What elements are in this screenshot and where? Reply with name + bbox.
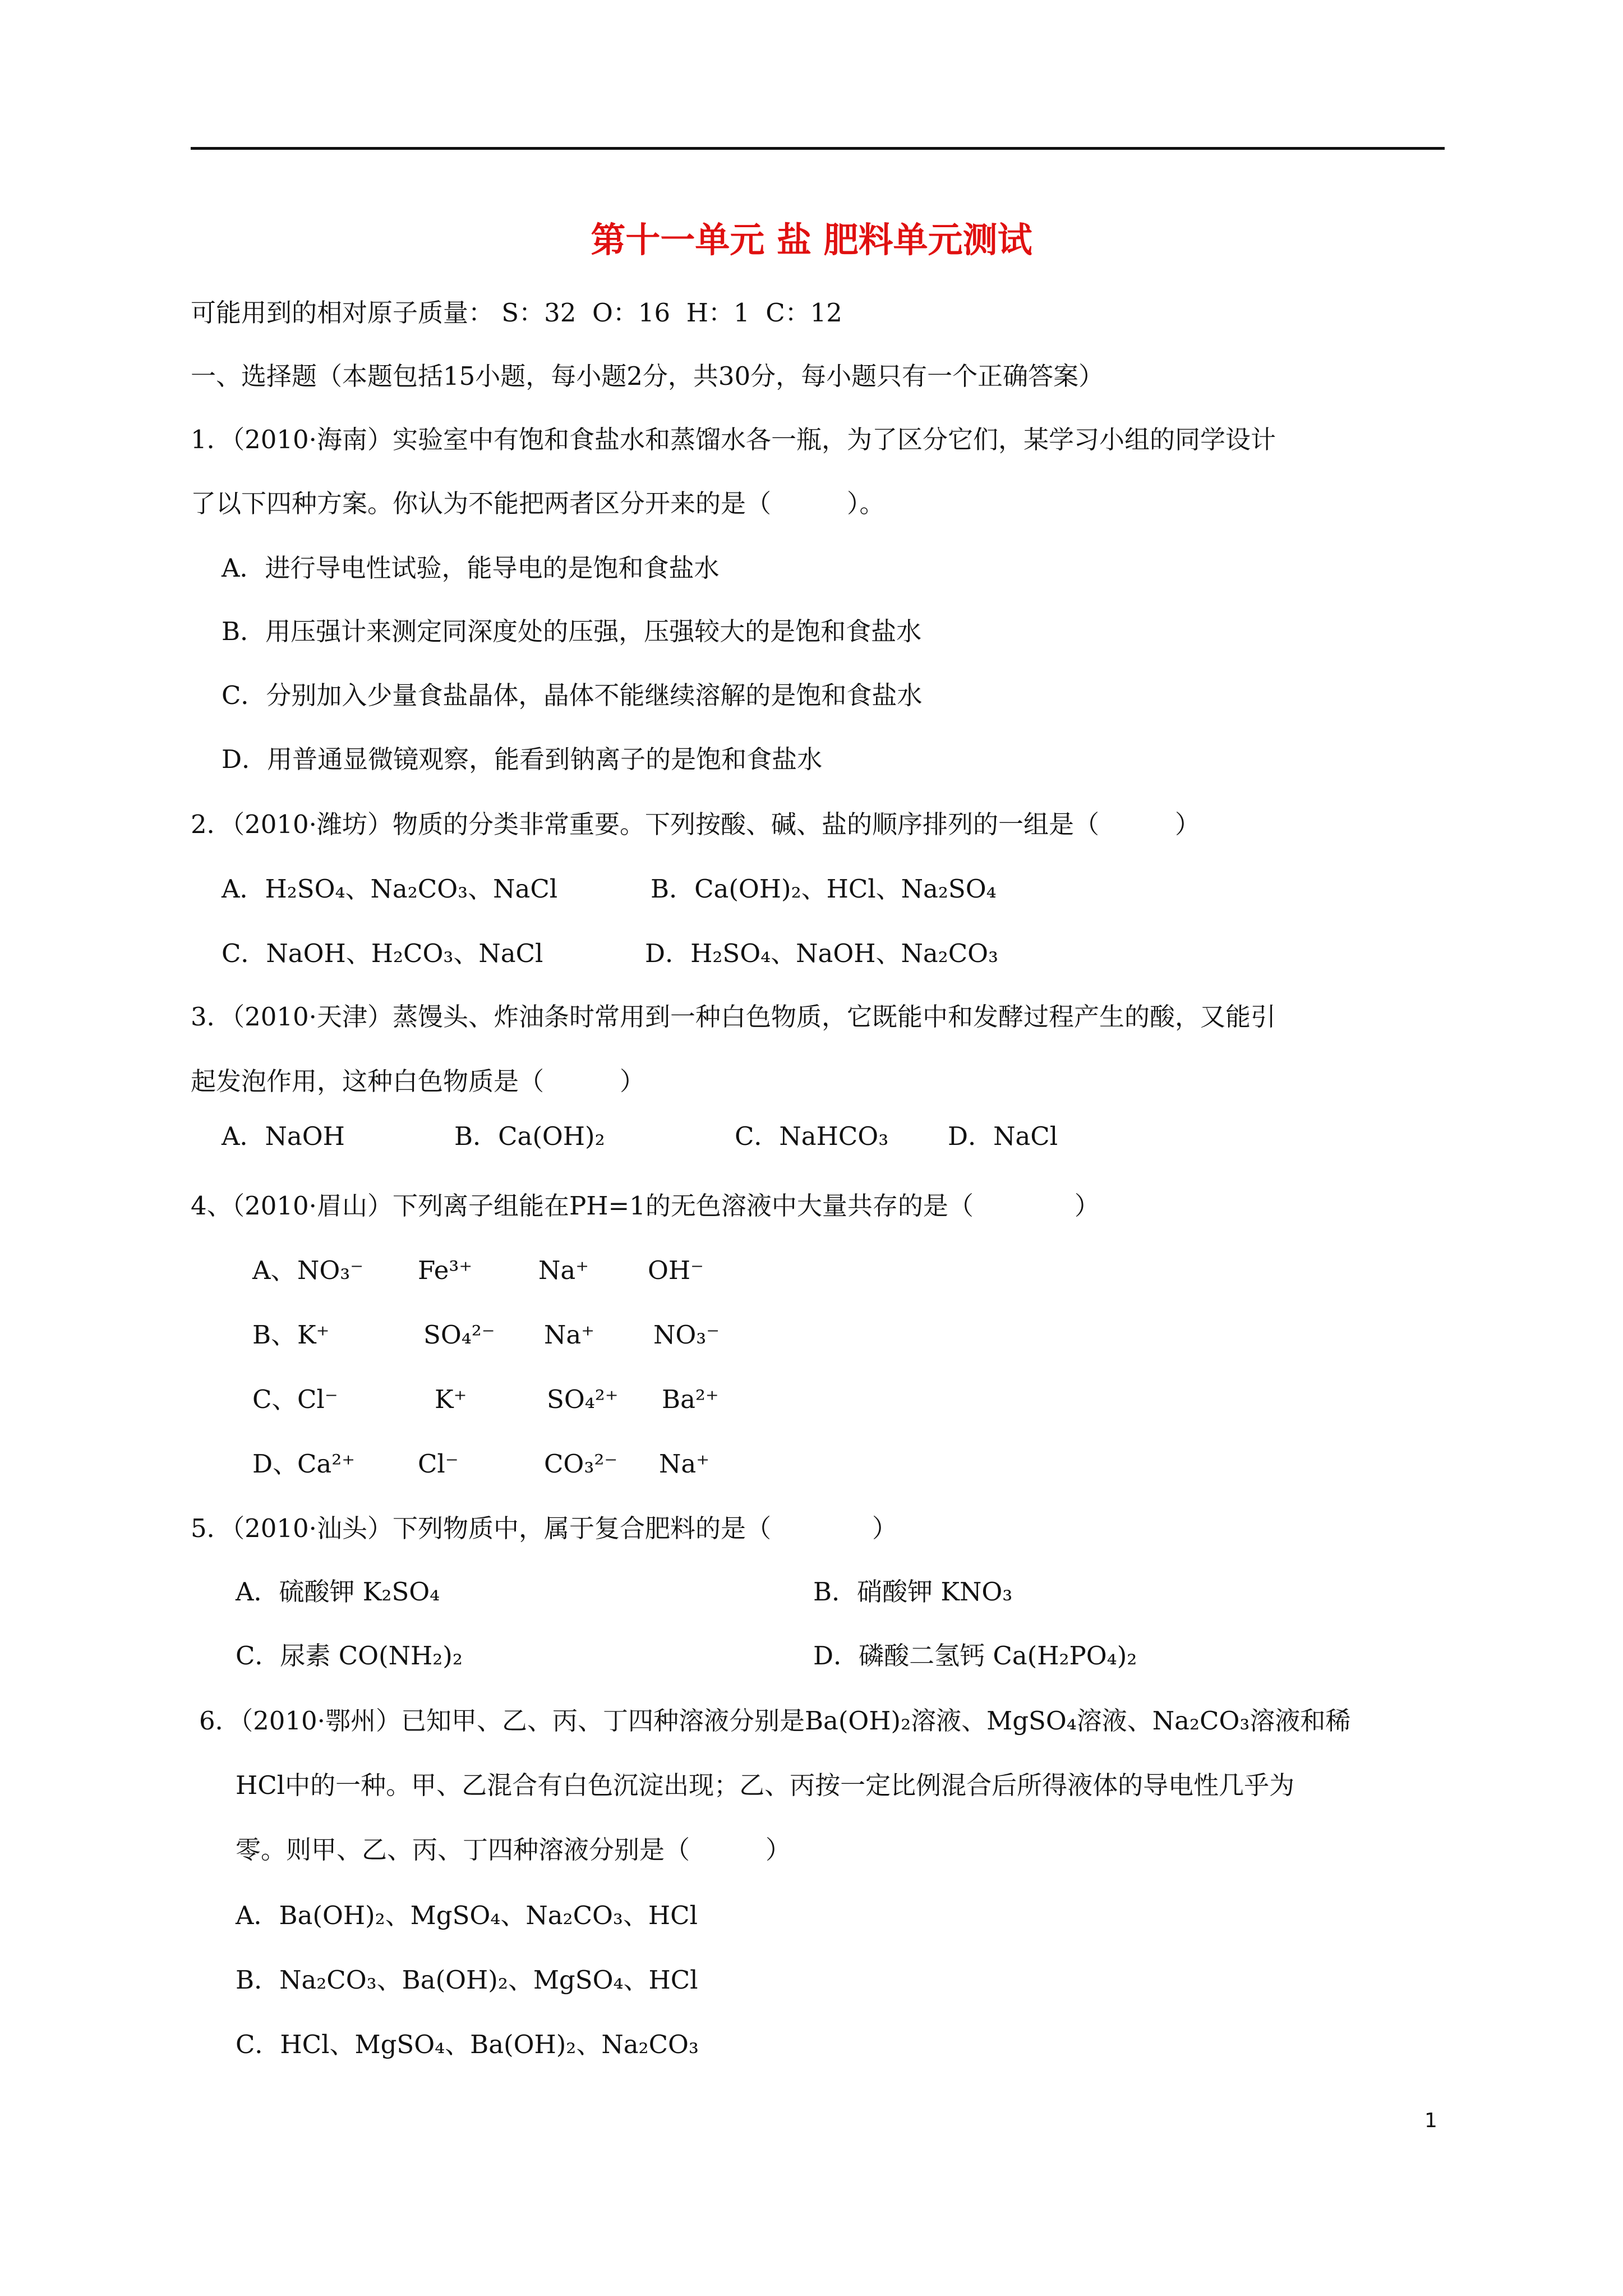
q4-option-c-ion4: Ba²⁺ (662, 1384, 719, 1414)
q6-option-c: C．HCl、MgSO₄、Ba(OH)₂、Na₂CO₃ (236, 2030, 699, 2059)
q1-stem-line1: 1．（2010·海南）实验室中有饱和食盐水和蒸馏水各一瓶，为了区分它们，某学习小组的同学设计 (191, 425, 1276, 454)
q4-option-a-ion1: NO₃⁻ (297, 1255, 364, 1285)
q4-option-c-label: C、 (252, 1384, 297, 1414)
q3-option-c: C．NaHCO₃ (735, 1121, 889, 1151)
q3-option-a: A．NaOH (222, 1121, 345, 1151)
q2-option-d: D．H₂SO₄、NaOH、Na₂CO₃ (645, 938, 999, 968)
q5-option-c: C．尿素 CO(NH₂)₂ (236, 1641, 463, 1671)
q5-stem: 5．（2010·汕头）下列物质中，属于复合肥料的是（ ） (191, 1513, 897, 1543)
q4-option-a-ion4: OH⁻ (648, 1255, 704, 1285)
q5-option-a: A．硫酸钾 K₂SO₄ (236, 1577, 440, 1607)
q3-stem-line2: 起发泡作用，这种白色物质是（ ） (191, 1066, 645, 1096)
q4-option-d-ion4: Na⁺ (659, 1449, 709, 1479)
q4-option-d-ion1: Ca²⁺ (297, 1449, 356, 1479)
q2-option-b: B．Ca(OH)₂、HCl、Na₂SO₄ (651, 874, 997, 904)
q1-option-d: D．用普通显微镜观察，能看到钠离子的是饱和食盐水 (222, 744, 823, 774)
q6-option-a: A．Ba(OH)₂、MgSO₄、Na₂CO₃、HCl (236, 1901, 698, 1930)
q4-option-a-ion3: Na⁺ (538, 1255, 589, 1285)
q6-option-b: B．Na₂CO₃、Ba(OH)₂、MgSO₄、HCl (236, 1965, 698, 1995)
q5-option-d: D．磷酸二氢钙 Ca(H₂PO₄)₂ (813, 1641, 1137, 1671)
q4-option-c-ion1: Cl⁻ (297, 1384, 338, 1414)
q4-option-d-ion3: CO₃²⁻ (544, 1449, 618, 1479)
q4-option-c-ion3: SO₄²⁺ (547, 1384, 619, 1414)
q3-option-b: B．Ca(OH)₂ (454, 1121, 605, 1151)
q4-option-a-label: A、 (252, 1255, 296, 1285)
q1-stem-line2: 了以下四种方案。你认为不能把两者区分开来的是（ ）。 (191, 489, 885, 518)
q6-stem-line1: 6．（2010·鄂州）已知甲、乙、丙、丁四种溶液分别是Ba(OH)₂溶液、MgSO₄溶液、Na₂CO₃溶液和稀 (199, 1706, 1351, 1736)
q6-stem-line3: 零。则甲、乙、丙、丁四种溶液分别是（ ） (236, 1835, 791, 1865)
q1-option-a: A．进行导电性试验，能导电的是饱和食盐水 (222, 553, 720, 583)
q2-stem: 2．（2010·潍坊）物质的分类非常重要。下列按酸、碱、盐的顺序排列的一组是（ ） (191, 809, 1200, 839)
q4-option-c-ion2: K⁺ (435, 1384, 467, 1414)
q4-stem: 4、（2010·眉山）下列离子组能在PH=1的无色溶液中大量共存的是（ ） (191, 1191, 1100, 1221)
section-heading: 一、选择题（本题包括15小题，每小题2分，共30分，每小题只有一个正确答案） (191, 361, 1104, 391)
page-title: 第十一单元 盐 肥料单元测试 (591, 219, 1032, 260)
page-number: 1 (1424, 2109, 1437, 2132)
q4-option-b-label: B、 (252, 1320, 297, 1350)
q4-option-b-ion1: K⁺ (297, 1320, 330, 1350)
q4-option-d-label: D、 (252, 1449, 298, 1479)
q4-option-d-ion2: Cl⁻ (418, 1449, 459, 1479)
q4-option-b-ion3: Na⁺ (544, 1320, 594, 1350)
q3-option-d: D．NaCl (948, 1121, 1058, 1151)
q1-option-b: B．用压强计来测定同深度处的压强，压强较大的是饱和食盐水 (222, 616, 922, 646)
q6-stem-line2: HCl中的一种。甲、乙混合有白色沉淀出现；乙、丙按一定比例混合后所得液体的导电性几乎为 (236, 1770, 1295, 1800)
header-rule (191, 147, 1445, 150)
q2-option-c: C．NaOH、H₂CO₃、NaCl (222, 938, 543, 968)
q4-option-b-ion4: NO₃⁻ (653, 1320, 720, 1350)
q1-option-c: C．分别加入少量食盐晶体，晶体不能继续溶解的是饱和食盐水 (222, 680, 923, 710)
q3-stem-line1: 3．（2010·天津）蒸馒头、炸油条时常用到一种白色物质，它既能中和发酵过程产生的酸，又能引 (191, 1002, 1276, 1032)
q2-option-a: A．H₂SO₄、Na₂CO₃、NaCl (222, 874, 558, 904)
q4-option-b-ion2: SO₄²⁻ (423, 1320, 495, 1350)
q5-option-b: B．硝酸钾 KNO₃ (813, 1577, 1013, 1607)
atomic-mass-line: 可能用到的相对原子质量： S：32 O：16 H：1 C：12 (191, 298, 842, 328)
q4-option-a-ion2: Fe³⁺ (418, 1255, 473, 1285)
